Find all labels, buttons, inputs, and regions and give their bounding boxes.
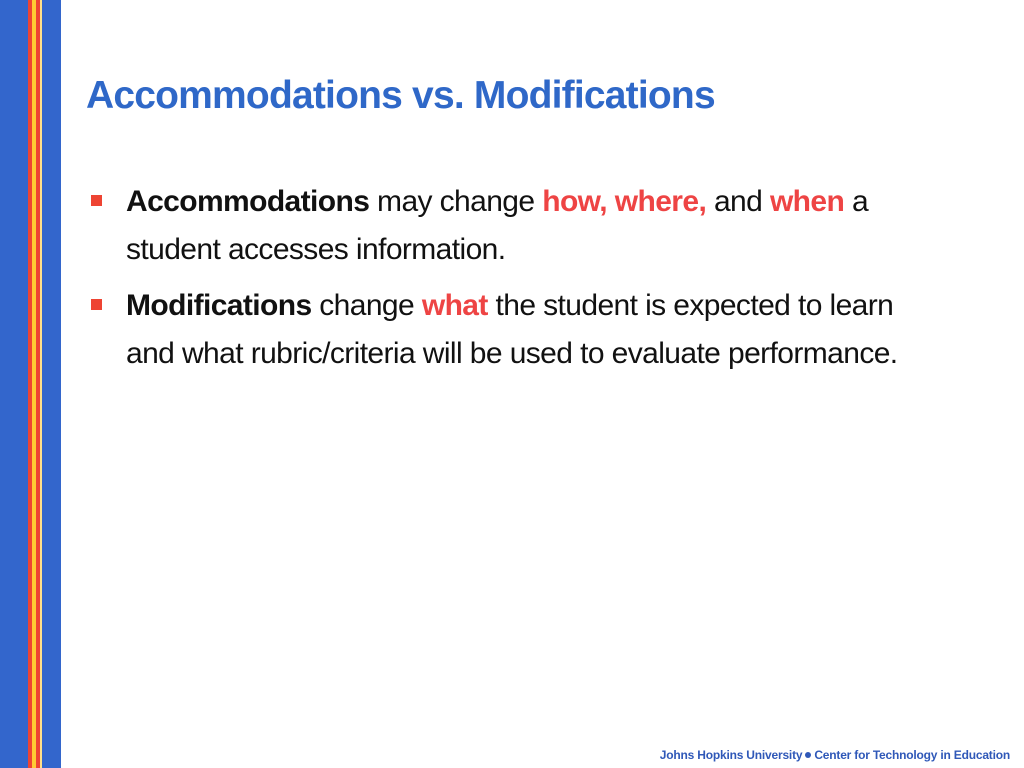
square-bullet-icon bbox=[91, 299, 102, 310]
bullet-highlight: what bbox=[421, 289, 488, 322]
bullet-text: a student accesses information. bbox=[126, 185, 869, 266]
bullet-text: change bbox=[311, 289, 422, 322]
bullet-highlight: how, where, bbox=[542, 185, 707, 218]
sidebar-stripe-blue-outer bbox=[0, 0, 28, 768]
bullet-list bbox=[88, 178, 948, 386]
bullet-text: the student is expected to learn and what rubric/criteria will be used to evaluate performance. bbox=[126, 289, 898, 370]
bullet-dot-icon bbox=[805, 752, 811, 758]
bullet-modifications bbox=[88, 282, 948, 378]
footer-center: Center for Technology in Education bbox=[814, 748, 1010, 762]
slide-footer bbox=[660, 748, 1010, 762]
bullet-highlight: when bbox=[769, 185, 845, 218]
footer-institution: Johns Hopkins University bbox=[659, 748, 803, 762]
bullet-term: Modifications bbox=[126, 289, 312, 322]
sidebar-stripe-blue-inner bbox=[42, 0, 61, 768]
slide-title: Accommodations vs. Modifications bbox=[86, 74, 715, 117]
bullet-term: Accommodations bbox=[126, 185, 370, 218]
bullet-accommodations bbox=[88, 178, 948, 274]
bullet-text: may change bbox=[369, 185, 543, 218]
square-bullet-icon bbox=[91, 195, 102, 206]
bullet-text: and bbox=[706, 185, 770, 218]
